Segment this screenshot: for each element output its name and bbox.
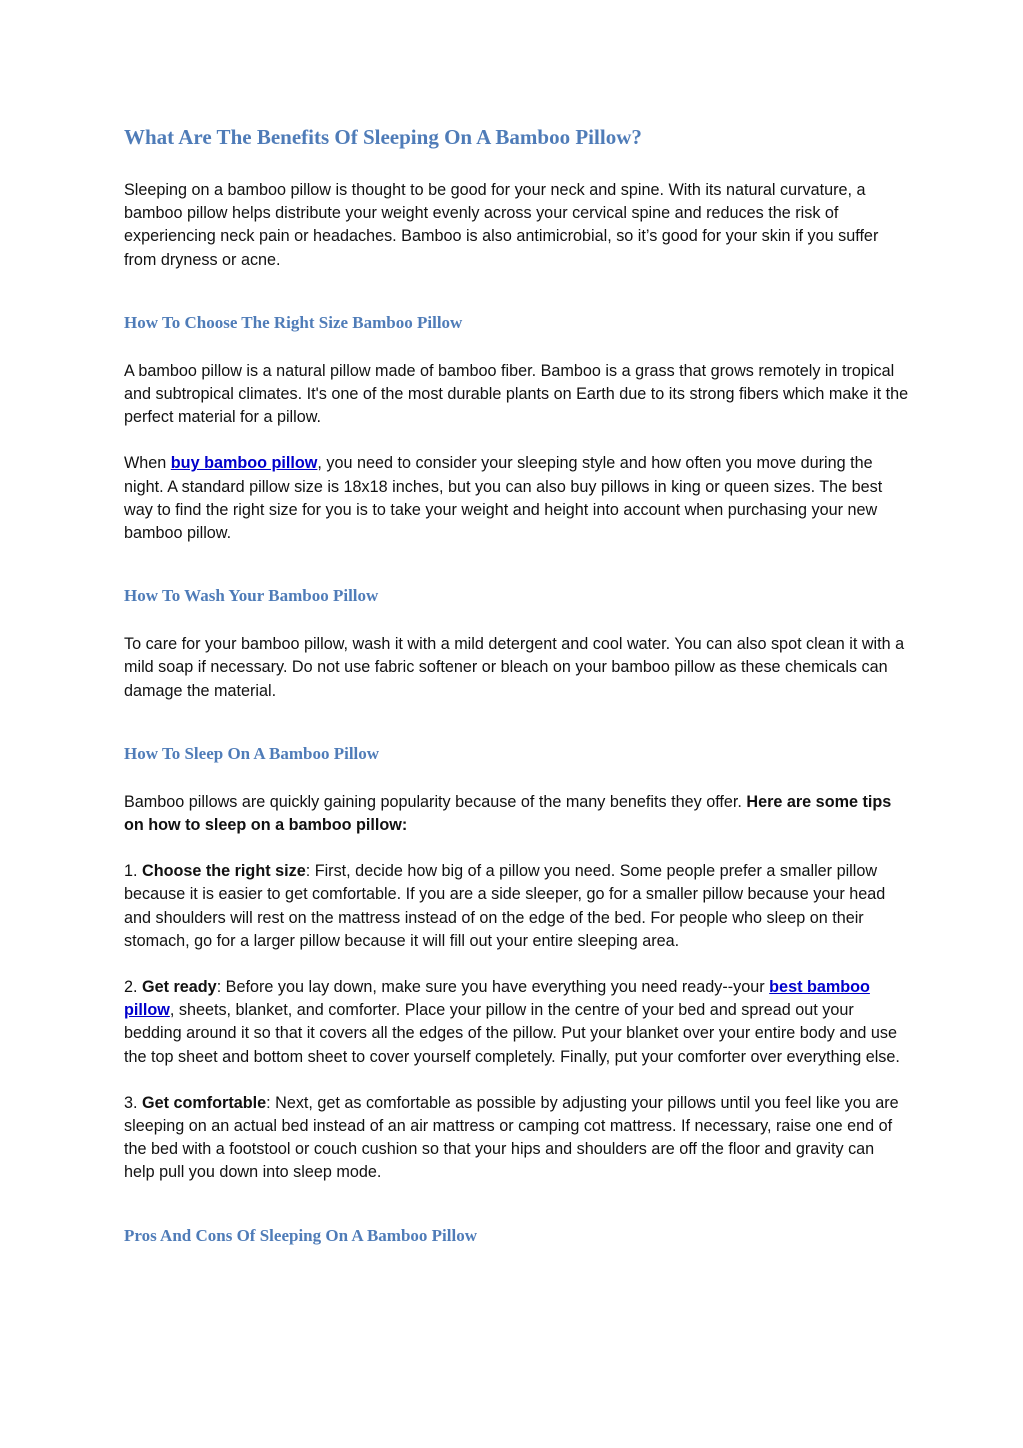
- tip-2-text-2: , sheets, blanket, and comforter. Place your pillow in the centre of your bed and spread out your bedding around it so that it covers all the edges of the pillow. Put your blanket over your entire body and use the top sheet and bottom sheet to cover yourself completely. Finally, put your comforter over everything else.: [124, 1001, 900, 1066]
- tip-2-text-1: : Before you lay down, make sure you have everything you need ready--your: [216, 978, 770, 997]
- tip-3: [124, 1092, 909, 1185]
- tip-1: [124, 860, 909, 953]
- heading-wash: How To Wash Your Bamboo Pillow: [124, 586, 379, 606]
- tip-3-title: Get comfortable: [142, 1093, 267, 1112]
- tip-2: [124, 976, 909, 1069]
- size-p2-before: When: [124, 454, 171, 473]
- sleep-intro-paragraph: [124, 791, 909, 837]
- size-paragraph-2: [124, 452, 909, 545]
- tip-1-title: Choose the right size: [142, 862, 306, 881]
- page-title: What Are The Benefits Of Sleeping On A Bamboo Pillow?: [124, 125, 642, 149]
- tip-3-number: 3.: [124, 1093, 142, 1112]
- wash-paragraph: To care for your bamboo pillow, wash it with a mild detergent and cool water. You can also spot clean it with a mild soap if necessary. Do not use fabric softener or bleach on your bamboo pillow as these chemicals can damage the material.: [124, 635, 905, 700]
- tip-2-number: 2.: [124, 978, 142, 997]
- size-p2-after: , you need to consider your sleeping style and how often you move during the night. A standard pillow size is 18x18 inches, but you can also buy pillows in king or queen sizes. The best way to find the right size for you is to take your weight and height into account when purchasing your new bamboo pillow.: [124, 454, 883, 543]
- sleep-intro-text: Bamboo pillows are quickly gaining popularity because of the many benefits they offer.: [124, 792, 747, 811]
- intro-paragraph: Sleeping on a bamboo pillow is thought to be good for your neck and spine. With its natural curvature, a bamboo pillow helps distribute your weight evenly across your cervical spine and reduces the risk of experiencing neck pain or headaches. Bamboo is also antimicrobial, so it’s good for your skin if you suffer from dryness or acne.: [124, 181, 879, 269]
- tip-3-text: : Next, get as comfortable as possible by adjusting your pillows until you feel like you are sleeping on an actual bed instead of an air mattress or camping cot mattress. If necessary, raise one end of the bed with a footstool or couch cushion so that your hips and shoulders are off the floor and gravity can help pull you down into sleep mode.: [124, 1093, 899, 1182]
- heading-pros-cons: Pros And Cons Of Sleeping On A Bamboo Pillow: [124, 1225, 477, 1245]
- tip-2-title: Get ready: [142, 978, 217, 997]
- tip-1-text: : First, decide how big of a pillow you need. Some people prefer a smaller pillow because it is easier to get comfortable. If you are a side sleeper, go for a smaller pillow because your head and shoulders will rest on the mattress instead of on the edge of the bed. For people who sleep on their stomach, go for a larger pillow because it will fill out your entire sleeping area.: [124, 862, 886, 950]
- document-page: [124, 122, 909, 1248]
- tip-1-number: 1.: [124, 862, 142, 881]
- buy-bamboo-pillow-link[interactable]: buy bamboo pillow: [170, 454, 318, 473]
- heading-sleep: How To Sleep On A Bamboo Pillow: [124, 743, 380, 763]
- best-bamboo-pillow-link[interactable]: best bamboo pillow: [124, 978, 870, 1020]
- heading-choose-size: How To Choose The Right Size Bamboo Pillow: [124, 312, 463, 332]
- sleep-intro-bold: Here are some tips on how to sleep on a bamboo pillow:: [124, 792, 892, 835]
- size-paragraph-1: A bamboo pillow is a natural pillow made of bamboo fiber. Bamboo is a grass that grows remotely in tropical and subtropical climates. It's one of the most durable plants on Earth due to its strong fibers which make it the perfect material for a pillow.: [124, 361, 909, 427]
